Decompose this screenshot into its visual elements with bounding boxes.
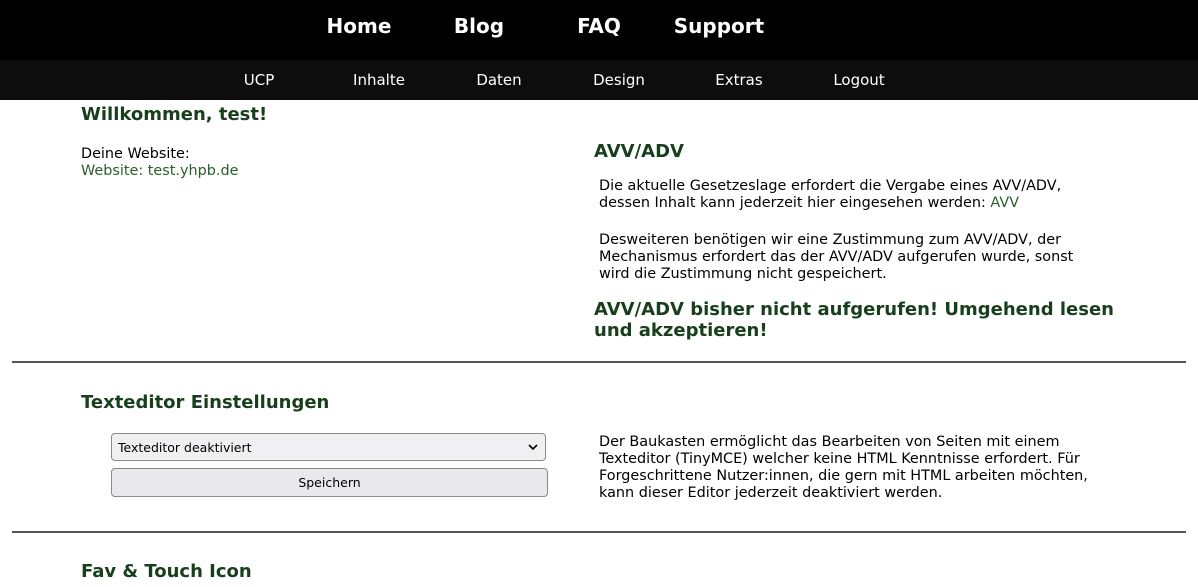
texteditor-desc-line3: Forgeschrittene Nutzer:innen, die gern mit HTML arbeiten möchten,: [599, 468, 1088, 484]
nav-blog[interactable]: Blog: [453, 14, 505, 38]
texteditor-title: Texteditor Einstellungen: [81, 392, 330, 413]
nav-support[interactable]: Support: [673, 14, 765, 38]
section-divider: [12, 531, 1186, 533]
subnav-ucp[interactable]: UCP: [243, 71, 275, 89]
subnav-daten[interactable]: Daten: [476, 71, 522, 89]
avv-para2-line3: wird die Zustimmung nicht gespeichert.: [599, 266, 887, 282]
avv-title: AVV/ADV: [594, 141, 684, 162]
texteditor-select[interactable]: [111, 433, 546, 461]
avv-link[interactable]: AVV: [990, 195, 1020, 211]
welcome-title: Willkommen, test!: [81, 104, 268, 125]
texteditor-select-value: Texteditor deaktiviert: [118, 440, 252, 455]
avv-warning-line2: und akzeptieren!: [594, 320, 768, 341]
texteditor-desc-line1: Der Baukasten ermöglicht das Bearbeiten von Seiten mit einem: [599, 434, 1060, 450]
subnav-extras[interactable]: Extras: [715, 71, 763, 89]
website-link[interactable]: Website: test.yhpb.de: [81, 163, 239, 179]
avv-para1-line2: [599, 195, 1019, 212]
texteditor-desc-line4: kann dieser Editor jederzeit deaktiviert werden.: [599, 485, 943, 501]
avv-para1-text: dessen Inhalt kann jederzeit hier eingesehen werden:: [599, 195, 986, 211]
nav-home[interactable]: Home: [326, 14, 392, 38]
save-button[interactable]: Speichern: [111, 468, 548, 497]
avv-warning-line1: AVV/ADV bisher nicht aufgerufen! Umgehend lesen: [594, 299, 1114, 320]
subnav-logout[interactable]: Logout: [833, 71, 885, 89]
avv-para2-line1: Desweiteren benötigen wir eine Zustimmung zum AVV/ADV, der: [599, 232, 1061, 248]
sub-navigation: [0, 60, 1198, 100]
favicon-title: Fav & Touch Icon: [81, 561, 252, 582]
subnav-design[interactable]: Design: [593, 71, 645, 89]
nav-faq[interactable]: FAQ: [577, 14, 621, 38]
website-label: Deine Website:: [81, 146, 190, 162]
avv-para1-line1: Die aktuelle Gesetzeslage erfordert die Vergabe eines AVV/ADV,: [599, 178, 1062, 194]
texteditor-desc-line2: Texteditor (TinyMCE) welcher keine HTML Kenntnisse erfordert. Für: [599, 451, 1080, 467]
section-divider: [12, 361, 1186, 363]
subnav-inhalte[interactable]: Inhalte: [353, 71, 405, 89]
top-navigation: [0, 0, 1198, 60]
chevron-down-icon: [527, 441, 539, 453]
avv-para2-line2: Mechanismus erfordert das der AVV/ADV aufgerufen wurde, sonst: [599, 249, 1074, 265]
